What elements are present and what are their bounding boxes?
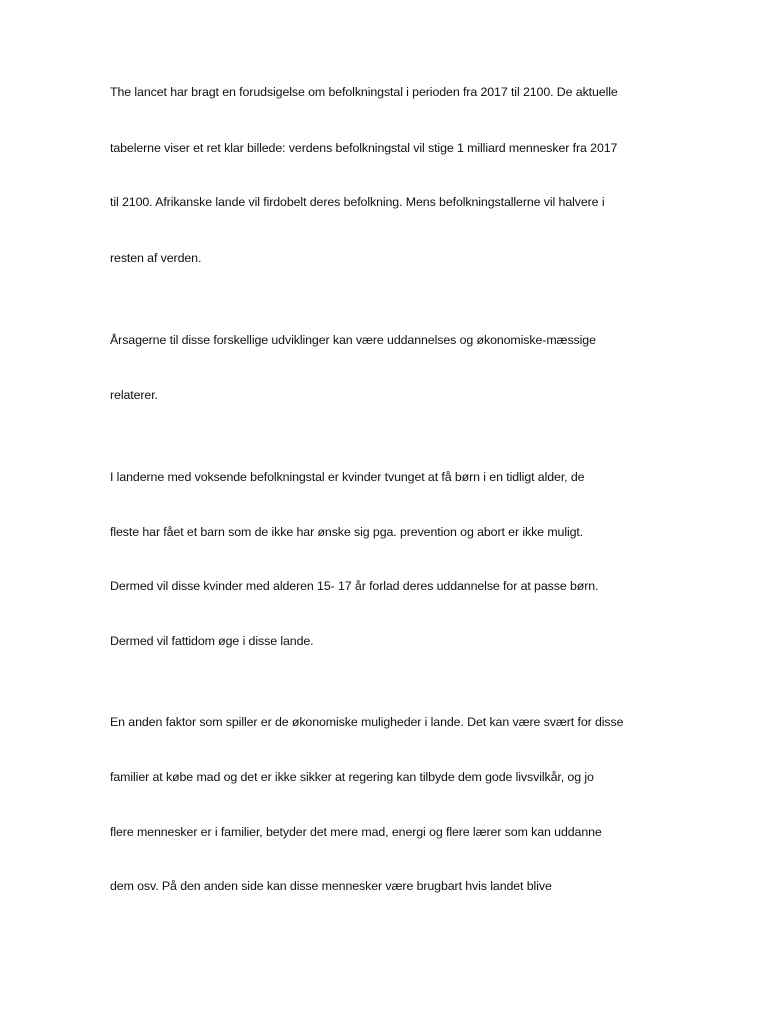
text-line: til 2100. Afrikanske lande vil firdobelt deres befolkning. Mens befolkningstallerne vil halvere i	[110, 195, 605, 209]
text-line: Dermed vil fattidom øge i disse lande.	[110, 634, 314, 648]
text-line: relaterer.	[110, 388, 158, 402]
text-line: tabelerne viser et ret klar billede: verdens befolkningstal vil stige 1 milliard mennesker fra 2017	[110, 141, 618, 155]
text-line: fleste har fået et barn som de ikke har ønske sig pga. prevention og abort er ikke muligt.	[110, 525, 584, 539]
text-line: Årsagerne til disse forskellige udviklinger kan være uddannelses og økonomiske-mæssige	[110, 333, 596, 347]
text-line: The lancet har bragt en forudsigelse om befolkningstal i perioden fra 2017 til 2100. De aktuelle	[110, 85, 618, 99]
text-line: flere mennesker er i familier, betyder det mere mad, energi og flere lærer som kan uddanne	[110, 825, 602, 839]
text-line: resten af verden.	[110, 251, 202, 265]
text-line: dem osv. På den anden side kan disse mennesker være brugbart hvis landet blive	[110, 879, 552, 893]
text-line: I landerne med voksende befolkningstal er kvinder tvunget at få børn i en tidligt alder, de	[110, 470, 585, 484]
text-line: En anden faktor som spiller er de økonomiske muligheder i lande. Det kan være svært for disse	[110, 715, 624, 729]
text-line: Dermed vil disse kvinder med alderen 15- 17 år forlad deres uddannelse for at passe børn.	[110, 579, 599, 593]
text-line: familier at købe mad og det er ikke sikker at regering kan tilbyde dem gode livsvilkår, og jo	[110, 770, 594, 784]
